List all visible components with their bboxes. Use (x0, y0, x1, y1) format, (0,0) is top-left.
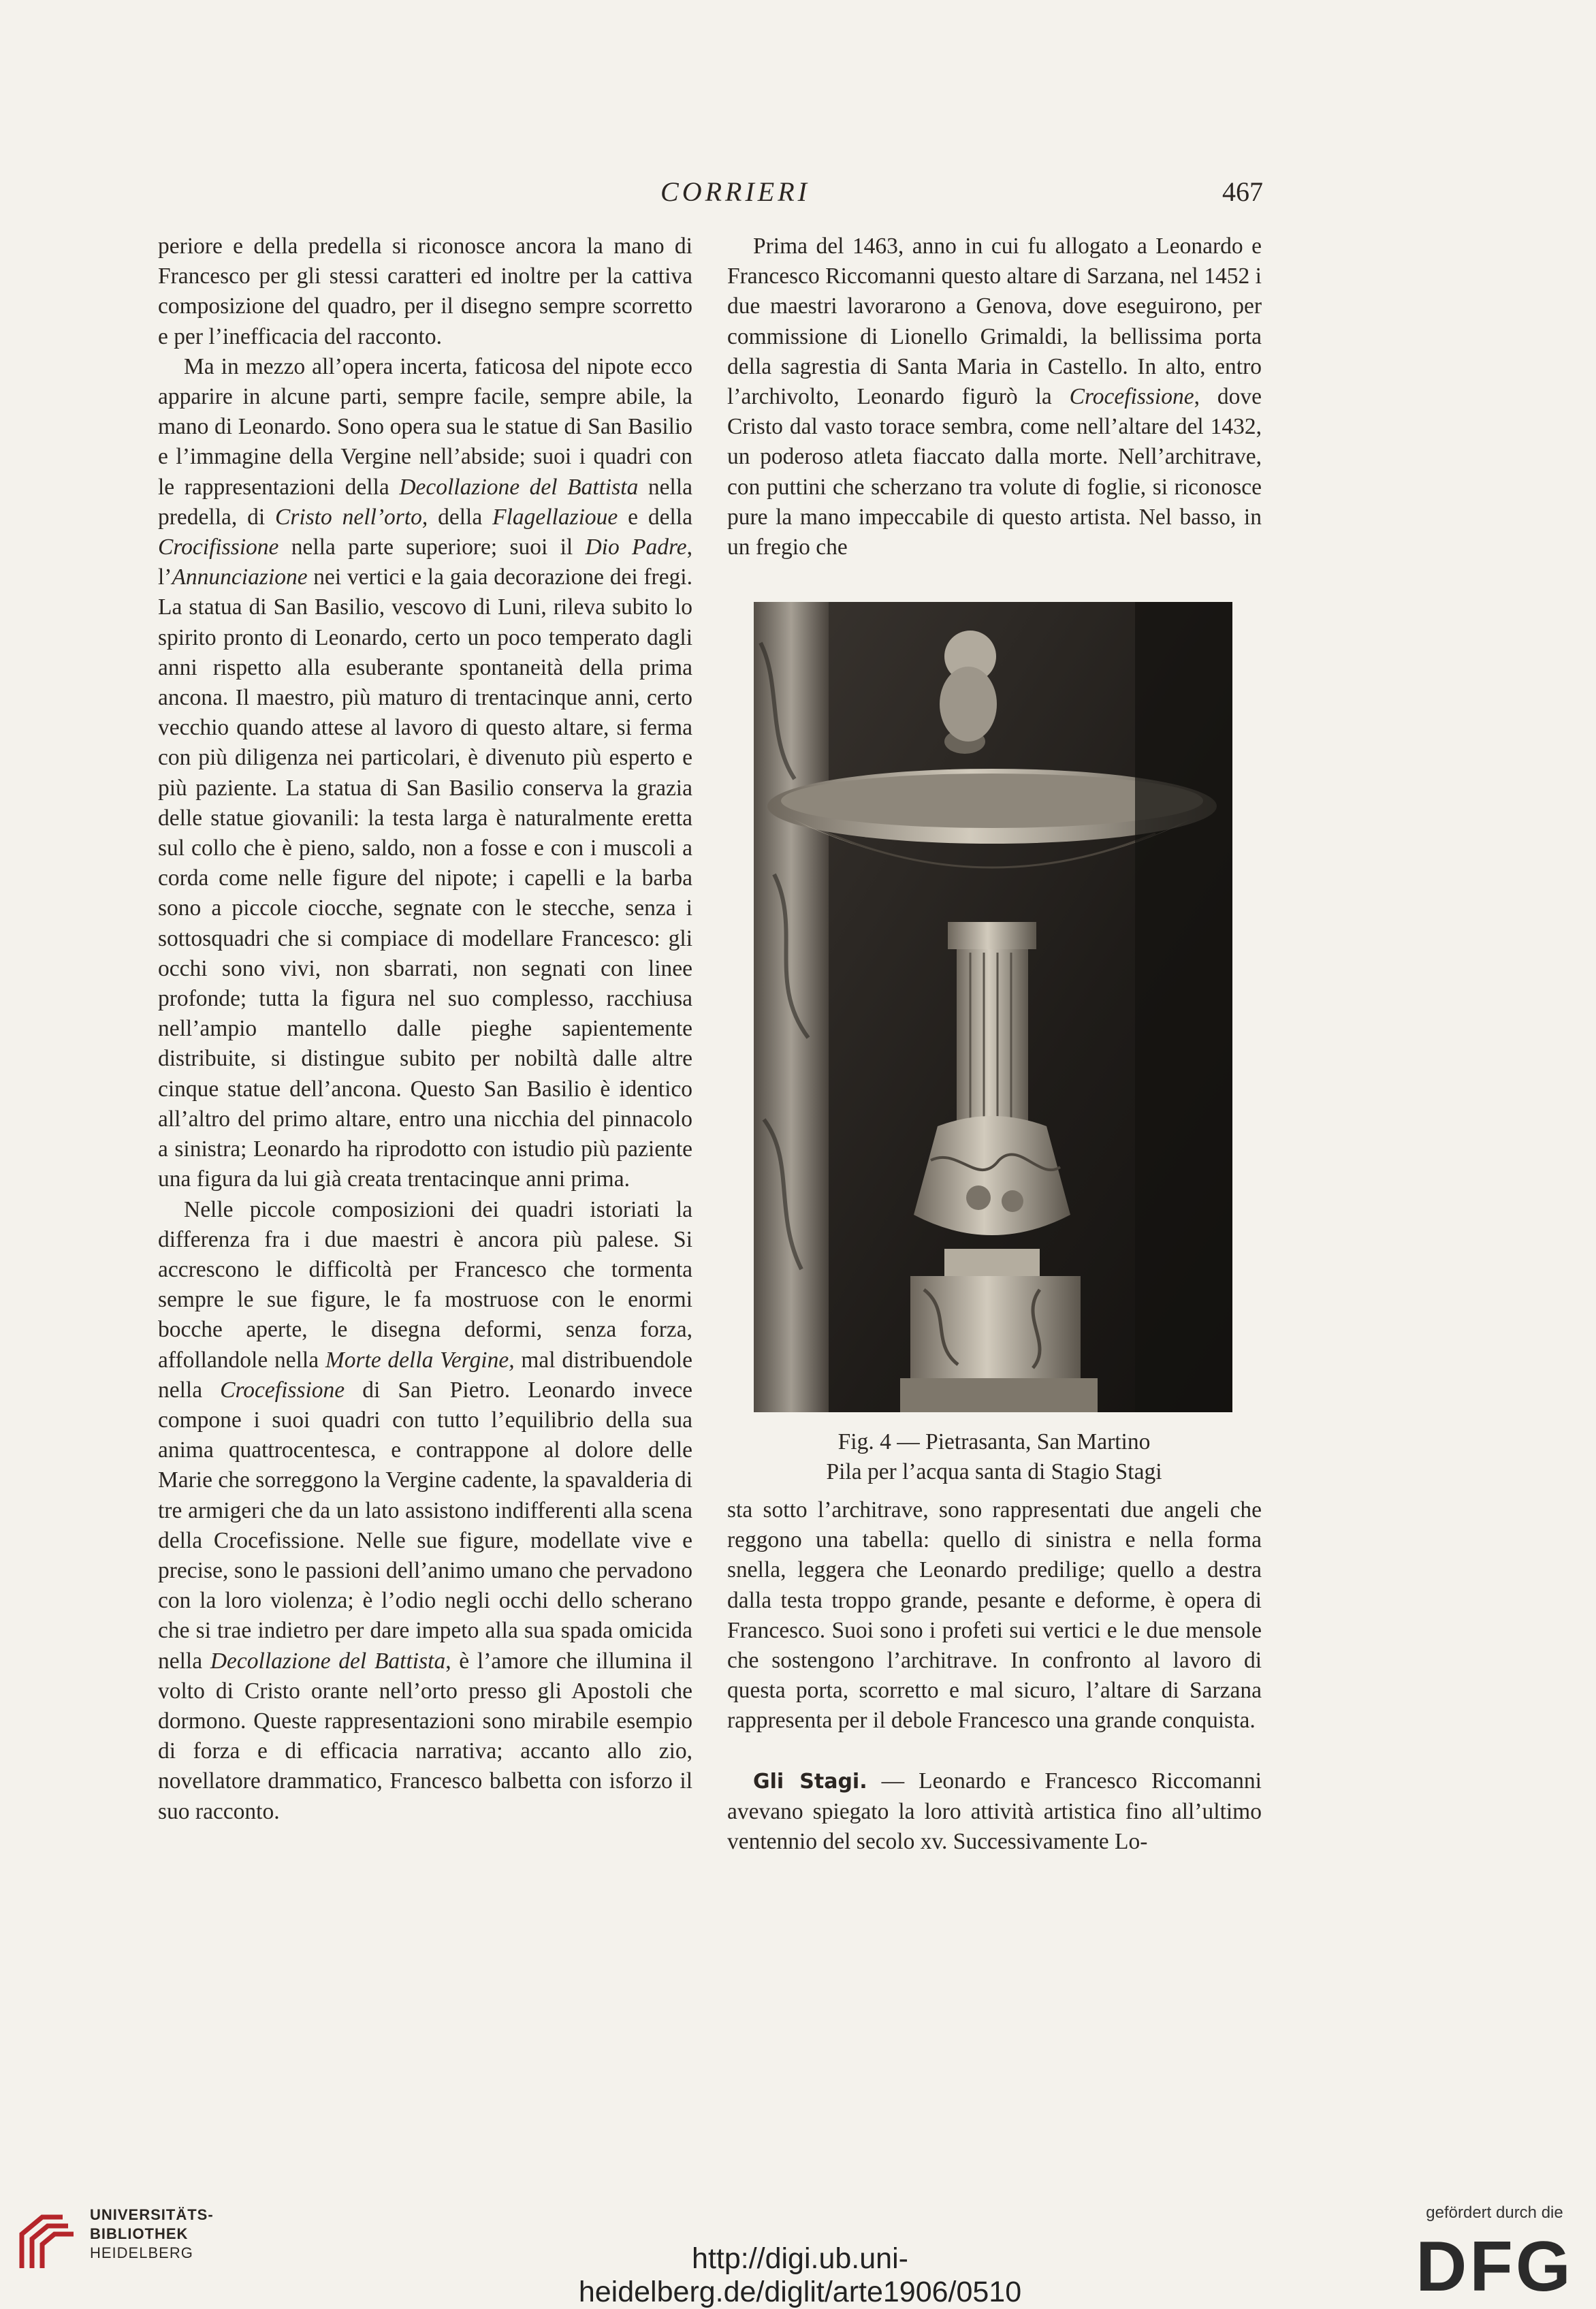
right-column-top (727, 232, 1262, 562)
paragraph: sta sotto l’architrave, sono rappresentati due angeli che reggono una tabella: quello di sinistra e nella forma snella, leggera che Leonardo predilige; quello a destra dalla testa troppo grande, pesante e deforme, è opera di Francesco. Suoi sono i profeti sui vertici e le due mensole che sostengono l’architrave. In confronto al lavoro di questa porta, scorretto e mal sicuro, l’altare di Sarzana rappresenta per il debole Francesco una grande conquista. (727, 1497, 1262, 1734)
page-number: 467 (1222, 176, 1263, 207)
dfg-logo-text: DFG (1416, 2231, 1574, 2299)
left-column (158, 232, 692, 1827)
paragraph: Nelle piccole composizioni dei quadri istoriati la differenza fra i due maestri è ancora più palese. Si accrescono le difficoltà per Francesco che tormenta sempre le sue figure, le fa mostruose con le enormi bocche aperte, le disegna deformi, senza forza, affollandole nella Morte della Vergine, mal distribuendole nella Crocefissione di San Pietro. Leonardo invece compone i suoi quadri con tutto l’equilibrio della sua anima quattrocentesca, e contrappone al dolore delle Marie che sorreggono la Vergine cadente, la spavalderia di tre armigeri che da un lato assistono indifferenti alla scena della Crocefissione. Nelle sue figure, modellate vive e precise, sono le passioni dell’animo umano che pervadono con la loro violenza; è l’odio negli occhi dello scherano che si trae indietro per dare impeto alla sua spada omicida nella Decollazione del Battista, è l’amore che illumina il volto di Cristo orante nell’orto presso gli Apostoli che dormono. Queste rappresentazioni sono mirabile esempio di forza e di efficacia narrativa; accanto allo zio, novellatore drammatico, Francesco balbetta con isforzo il suo racconto. (158, 1196, 692, 1824)
library-name-line2: BIBLIOTHEK (90, 2225, 189, 2242)
figure-photo-holy-water-font (754, 602, 1232, 1412)
figure-caption-title: Fig. 4 — Pietrasanta, San Martino (837, 1429, 1151, 1454)
section-heading: Gli Stagi. (753, 1769, 867, 1794)
paragraph: periore e della predella si riconosce ancora la mano di Francesco per gli stessi caratteri ed inoltre per la cattiva composizione del quadro, per il disegno sempre scorretto e per l’inefficacia del racconto. (158, 234, 692, 349)
funded-by-label: gefördert durch die (1426, 2203, 1563, 2222)
dfg-logo[interactable] (1409, 2231, 1580, 2299)
source-url-link[interactable]: http://digi.ub.uni-heidelberg.de/diglit/arte1906/0510 (578, 2242, 1022, 2308)
paragraph: Gli Stagi. — Leonardo e Francesco Riccomanni avevano spiegato la loro attività artistica fino all’ultimo ventennio del secolo xv. Successivamente Lo- (727, 1768, 1262, 1855)
right-column-bottom (727, 1495, 1262, 1857)
library-logo-icon (15, 2207, 80, 2275)
paragraph: Ma in mezzo all’opera incerta, faticosa del nipote ecco apparire in alcune parti, sempre facile, sempre abile, la mano di Leonardo. Sono opera sua le statue di San Basilio e l’immagine della Vergine nell’abside; suoi i quadri con le rappresentazioni della Decollazione del Battista nella predella, di Cristo nell’orto, della Flagellazioue e della Crocifissione nella parte superiore; suoi il Dio Padre, l’Annunciazione nei vertici e la gaia decorazione dei fregi. La statua di San Basilio, vescovo di Luni, rileva subito lo spirito pronto di Leonardo, certo un poco temperato dagli anni rispetto alla esuberante spontaneità della prima ancona. Il maestro, più maturo di trentacinque anni, certo vecchio quando attese al lavoro di questo altare, si ferma con più diligenza nei particolari, è divenuto più esperto e più paziente. La statua di San Basilio conserva la grazia delle statue giovanili: la testa larga è naturalmente eretta sul collo che è pieno, saldo, non a fosse e con i muscoli a corda come nelle figure del nipote; i capelli e la barba sono a piccole ciocche, segnate con le stecche, senza i sottosquadri che si compiace di modellare Francesco: gli occhi sono vivi, non sbarrati, non segnati con linee profonde; tutta la figura nel suo complesso, racchiusa nell’ampio mantello dalle pieghe sapientemente distribuite, si distingue subito per nobiltà dalle altre cinque statue dell’ancona. Questo San Basilio è identico all’altro del primo altare, entro una nicchia del pinnacolo a sinistra; Leonardo ha riprodotto con istudio più paziente una figura da lui già creata trentacinque anni prima. (158, 353, 692, 1192)
library-logo[interactable] (15, 2203, 226, 2291)
library-name-line3: HEIDELBERG (90, 2244, 193, 2261)
library-name-line1: UNIVERSITÄTS- (90, 2206, 214, 2223)
header-title: CORRIERI (660, 176, 810, 207)
figure-caption-subtitle: Pila per l’acqua santa di Stagio Stagi (826, 1459, 1162, 1484)
paragraph: Prima del 1463, anno in cui fu allogato a Leonardo e Francesco Riccomanni questo altare di Sarzana, nel 1452 i due maestri lavorarono a Genova, dove eseguirono, per commissione di Lionello Grimaldi, la bellissima porta della sagrestia di Santa Maria in Castello. In alto, entro l’archivolto, Leonardo figurò la Crocefissione, dove Cristo dal vasto torace sembra, come nell’altare del 1432, un poderoso atleta fiaccato dalla morte. Nell’architrave, con puttini che scherzano tra volute di foglie, si riconosce pure la mano impeccabile di questo artista. Nel basso, in un fregio che (727, 234, 1262, 560)
